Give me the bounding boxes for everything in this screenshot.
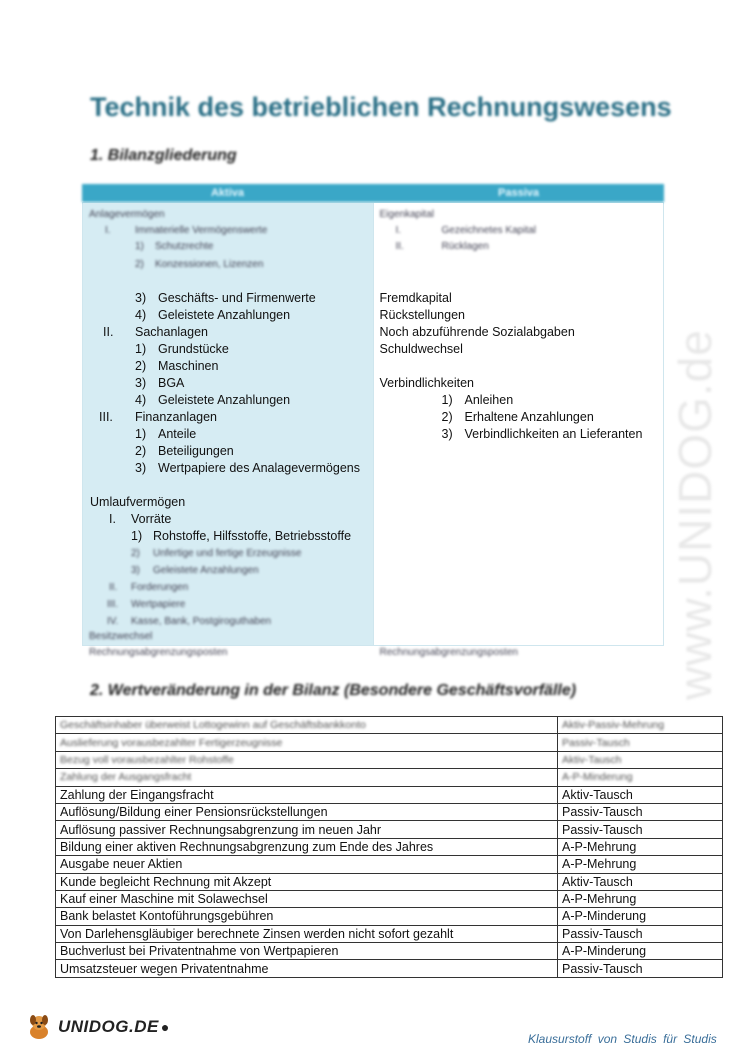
passiva-line: 1) [441,393,453,407]
transaction-text: Bezug voll vorausbezahlter Rohstoffe [56,751,558,768]
aktiva-column [83,203,373,658]
table-row [56,838,723,855]
passiva-column [373,203,664,658]
transaction-type: Aktiv-Tausch [558,873,723,890]
transaction-type: A-P-Mehrung [558,890,723,907]
table-row [56,717,723,734]
transaction-text: Kauf einer Maschine mit Solawechsel [56,890,558,907]
table-row [56,803,723,820]
aktiva-line: Immaterielle Vermögenswerte [135,225,268,236]
aktiva-line: Wertpapiere [131,599,186,610]
transaction-text: Auflösung passiver Rechnungsabgrenzung im neuen Jahr [56,821,558,838]
passiva-line: Rücklagen [441,241,489,252]
section-heading-wertveraenderung: 2. Wertveränderung in der Bilanz (Besondere Geschäftsvorfälle) [90,682,577,699]
aktiva-line: Konzessionen, Lizenzen [155,259,264,270]
transactions-table [55,716,723,978]
aktiva-line: Vorräte [131,512,172,526]
aktiva-line: 3) [135,461,147,475]
transaction-type: Aktiv-Tausch [558,786,723,803]
transaction-text: Ausgabe neuer Aktien [56,856,558,873]
passiva-line: Schuldwechsel [379,342,463,356]
aktiva-line: Kasse, Bank, Postgiroguthaben [131,616,272,627]
aktiva-line: 3) [135,291,147,305]
aktiva-line: Anlagevermögen [89,209,165,220]
table-row [56,890,723,907]
table-row [56,960,723,977]
dog-icon [24,1012,54,1042]
transaction-type: Passiv-Tausch [558,960,723,977]
aktiva-line: II. [109,582,118,593]
table-row [56,734,723,751]
transaction-text: Von Darlehensgläubiger berechnete Zinsen werden nicht sofort gezahlt [56,925,558,942]
aktiva-line: 2) [135,359,147,373]
aktiva-line: 4) [135,393,147,407]
transaction-type: Passiv-Tausch [558,925,723,942]
aktiva-line: 4) [135,308,147,322]
paw-icon: ● [160,1019,170,1035]
passiva-line: 2) [441,410,453,424]
transaction-text: Auflösung/Bildung einer Pensionsrückstellungen [56,803,558,820]
aktiva-line: Wertpapiere des Analagevermögens [158,461,360,475]
passiva-line: I. [395,225,402,236]
transaction-text: Buchverlust bei Privatentnahme von Wertpapieren [56,943,558,960]
transaction-text: Umsatzsteuer wegen Privatentnahme [56,960,558,977]
aktiva-line: Geleistete Anzahlungen [158,308,291,322]
table-row [56,821,723,838]
aktiva-line: Grundstücke [158,342,229,356]
transaction-text: Zahlung der Eingangsfracht [56,786,558,803]
passiva-line: Rechnungsabgrenzungsposten [379,647,518,658]
aktiva-header: Aktiva [210,187,245,199]
passiva-line: 3) [441,427,453,441]
aktiva-line: Anteile [158,427,197,441]
aktiva-line: Finanzanlagen [135,410,218,424]
aktiva-line: 2) [131,548,140,559]
passiva-line: Rückstellungen [379,308,465,322]
passiva-line: Fremdkapital [379,291,452,305]
aktiva-line: Sachanlagen [135,325,208,339]
passiva-line: Eigenkapital [379,209,434,220]
unidog-logo [24,1012,169,1042]
transaction-type: A-P-Minderung [558,769,723,786]
passiva-line: Erhaltene Anzahlungen [464,410,594,424]
transaction-type: Aktiv-Passiv-Mehrung [558,717,723,734]
page-title: Technik des betrieblichen Rechnungswesens [90,92,672,122]
transaction-type: Passiv-Tausch [558,803,723,820]
aktiva-line: Umlaufvermögen [90,495,186,509]
passiva-line: Anleihen [464,393,514,407]
transaction-type: Passiv-Tausch [558,821,723,838]
transaction-text: Zahlung der Ausgangsfracht [56,769,558,786]
aktiva-line: 1) [135,342,147,356]
passiva-header: Passiva [498,187,539,199]
section-heading-bilanz: 1. Bilanzgliederung [90,147,237,164]
transaction-type: A-P-Mehrung [558,838,723,855]
transaction-type: A-P-Minderung [558,908,723,925]
aktiva-line: Beteiligungen [158,444,234,458]
aktiva-line: Forderungen [131,582,189,593]
aktiva-line: Unfertige und fertige Erzeugnisse [153,548,302,559]
passiva-line: Verbindlichkeiten an Lieferanten [464,427,643,441]
table-row [56,751,723,768]
passiva-line: Verbindlichkeiten [379,376,475,390]
bilanz-table [82,184,664,658]
passiva-line: Noch abzuführende Sozialabgaben [379,325,575,339]
table-row [56,873,723,890]
aktiva-line: Geleistete Anzahlungen [153,565,259,576]
aktiva-line: 1) [135,241,144,252]
aktiva-line: 2) [135,444,147,458]
transaction-text: Geschäftsinhaber überweist Lottogewinn auf Geschäftsbankkonto [56,717,558,734]
table-row [56,769,723,786]
transaction-type: A-P-Mehrung [558,856,723,873]
table-row [56,925,723,942]
aktiva-line: Rechnungsabgrenzungsposten [89,647,228,658]
aktiva-line: II. [103,325,114,339]
aktiva-line: 1) [135,427,147,441]
table-row [56,943,723,960]
transaction-text: Kunde begleicht Rechnung mit Akzept [56,873,558,890]
table-row [56,908,723,925]
logo-text: UNIDOG.DE [58,1017,159,1036]
aktiva-line: Geleistete Anzahlungen [158,393,291,407]
transaction-text: Auslieferung vorausbezahlter Fertigerzeugnisse [56,734,558,751]
aktiva-line: Maschinen [158,359,219,373]
aktiva-line: BGA [158,376,185,390]
aktiva-line: 1) [131,529,143,543]
table-row [56,856,723,873]
bilanz-header [82,184,664,202]
transaction-type: A-P-Minderung [558,943,723,960]
aktiva-line: 3) [131,565,140,576]
aktiva-line: III. [99,410,113,424]
passiva-line: II. [395,241,404,252]
aktiva-line: Geschäfts- und Firmenwerte [158,291,316,305]
aktiva-line: Rohstoffe, Hilfsstoffe, Betriebsstoffe [153,529,352,543]
transaction-type: Aktiv-Tausch [558,751,723,768]
aktiva-line: I. [105,225,111,236]
transaction-type: Passiv-Tausch [558,734,723,751]
aktiva-line: Schutzrechte [155,241,214,252]
footer-tagline: Klausurstoff von Studis für Studis [528,1032,717,1046]
aktiva-line: IV. [107,616,119,627]
aktiva-line: 3) [135,376,147,390]
aktiva-line: 2) [135,259,144,270]
transaction-text: Bildung einer aktiven Rechnungsabgrenzung zum Ende des Jahres [56,838,558,855]
transaction-text: Bank belastet Kontoführungsgebühren [56,908,558,925]
table-row [56,786,723,803]
aktiva-line: I. [109,512,116,526]
aktiva-line: Besitzwechsel [89,631,153,642]
passiva-line: Gezeichnetes Kapital [441,225,537,236]
watermark: www.UNIDOG.de [669,329,721,700]
aktiva-line: III. [107,599,119,610]
